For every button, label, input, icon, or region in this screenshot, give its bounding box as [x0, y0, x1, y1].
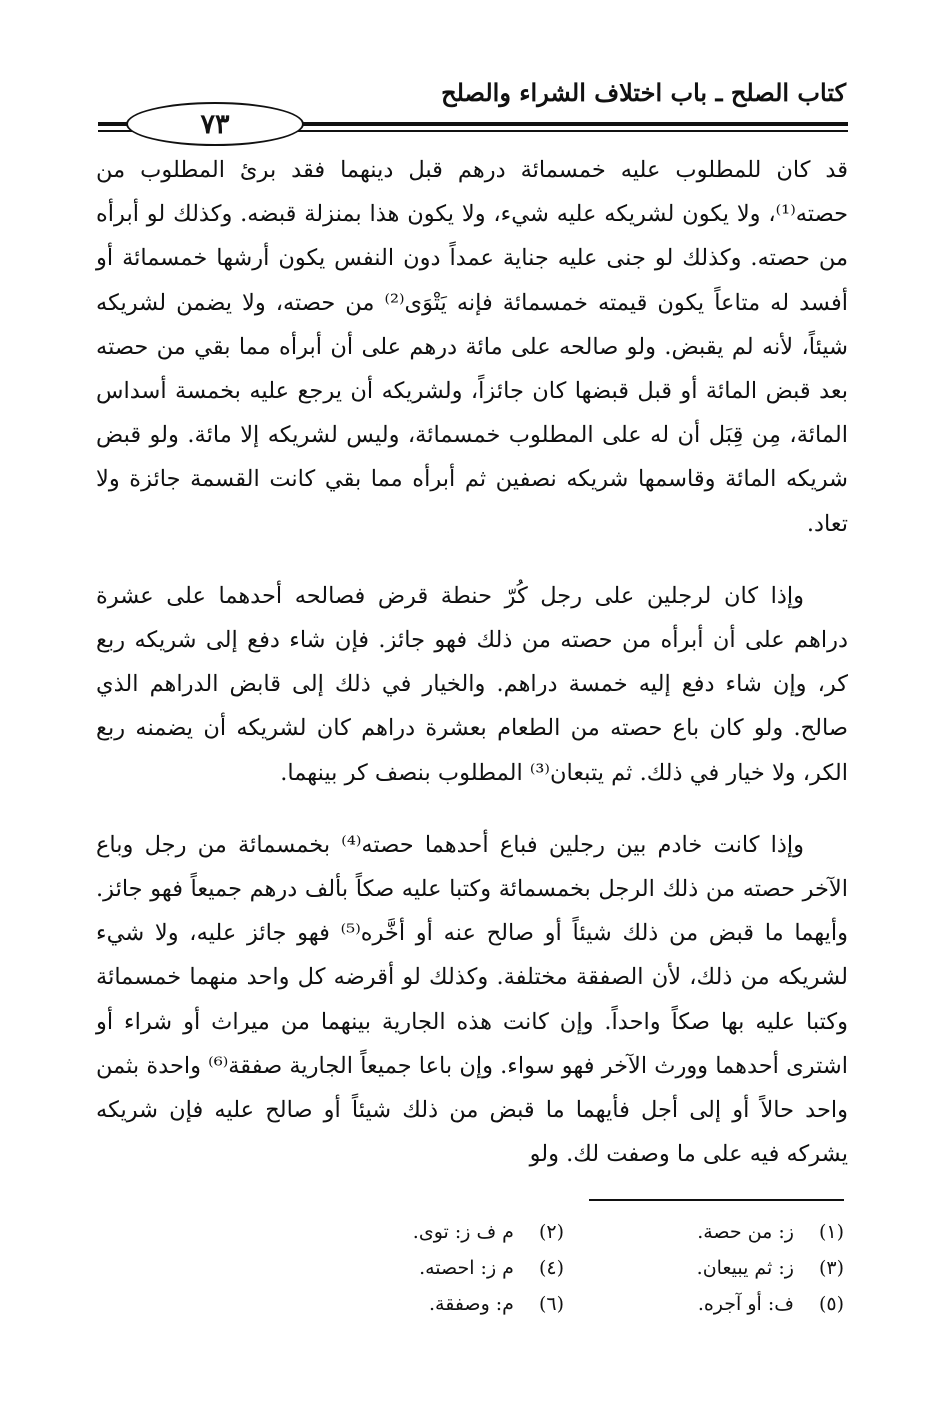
- footnote-row: [284, 1250, 844, 1286]
- running-title: كتاب الصلح ـ باب اختلاف الشراء والصلح: [441, 78, 846, 107]
- footnote-number: (٦): [538, 1293, 564, 1315]
- footnote-row: [284, 1214, 844, 1250]
- footnote-text: ز: ثم يبيعان.: [696, 1257, 794, 1279]
- paragraph-2: وإذا كان لرجلين على رجل كُرّ حنطة قرض فصالحه أحدهما على عشرة دراهم على أن أبرأه من حصته من ذلك فهو جائز. فإن شاء دفع إلى شريكه ربع كر، وإن شاء دفع إليه خمسة دراهم. والخيار في ذلك إلى قابض الدراهم الذي صالح. ولو كان باع حصته من الطعام بعشرة دراهم كان لشريكه أن يضمنه ربع الكر، ولا خيار في ذلك. ثم يتبعان⁽³⁾ المطلوب بنصف كر بينهما.: [96, 582, 848, 786]
- paragraph-1: قد كان للمطلوب عليه خمسمائة درهم قبل دينهما فقد برئ المطلوب من حصته⁽¹⁾، ولا يكون لشريكه عليه شيء، ولا يكون هذا بمنزلة قبضه. وكذلك لو أبرأه من حصته. وكذلك لو جنى عليه جناية عمداً دون النفس يكون أرشها خمسمائة أو أفسد له متاعاً يكون قيمته خمسمائة فإنه يَتْوَى⁽²⁾ من حصته، ولا يضمن لشريكه شيئاً، لأنه لم يقبض. ولو صالحه على مائة درهم على أن أبرأه مما بقي من حصته بعد قبض المائة أو قبل قبضها كان جائزاً، ولشريكه أن يرجع عليه بخمسة أسداس المائة، مِن قِبَل أن له على المطلوب خمسمائة، وليس لشريكه إلا مائة. ولو قبض شريكه المائة وقاسمها شريكه نصفين ثم أبرأه مما بقي كانت القسمة جائزة ولا تعاد.: [96, 157, 848, 537]
- footnote-text: م: وصفقة.: [428, 1293, 514, 1315]
- footnote-row: [284, 1286, 844, 1322]
- body-text: [96, 148, 848, 1176]
- footnote-number: (٥): [818, 1293, 844, 1315]
- footnote-3: [564, 1250, 844, 1286]
- footnote-text: ز: من حصة.: [697, 1221, 794, 1243]
- footnote-text: م ف ز: توى.: [412, 1221, 514, 1243]
- footnote-4: [284, 1250, 564, 1286]
- footnotes: [284, 1214, 844, 1322]
- footnote-text: ف: أو آجره.: [697, 1293, 794, 1315]
- footnote-number: (٢): [538, 1221, 564, 1243]
- footnote-6: [284, 1286, 564, 1322]
- page-number: ٧٣: [126, 102, 304, 146]
- page-header: [98, 70, 848, 140]
- footnote-separator: [589, 1199, 844, 1201]
- paragraph-3: وإذا كانت خادم بين رجلين فباع أحدهما حصته⁽⁴⁾ بخمسمائة من رجل وباع الآخر حصته من ذلك الرجل بخمسمائة وكتبا عليه صكاً بألف درهم جميعاً فهو جائز. وأيهما ما قبض من ذلك شيئاً أو صالح عنه أو أخَّره⁽⁵⁾ فهو جائز عليه، ولا شيء لشريكه من ذلك، لأن الصفقة مختلفة. وكذلك لو أقرضه كل واحد منهما خمسمائة وكتبا عليه بها صكاً واحداً. وإن كانت هذه الجارية بينهما من ميراث أو شراء أو اشترى أحدهما وورث الآخر فهو سواء. وإن باعا جميعاً الجارية صفقة⁽⁶⁾ واحدة بثمن واحد حالاً أو إلى أجل فأيهما ما قبض من ذلك شيئاً أو صالح عليه فإن شريكه يشركه فيه على ما وصفت لك. ولو: [96, 831, 848, 1168]
- footnote-number: (٣): [818, 1257, 844, 1279]
- footnote-1: [564, 1214, 844, 1250]
- footnote-number: (٤): [538, 1257, 564, 1279]
- footnote-number: (١): [818, 1221, 844, 1243]
- footnote-5: [564, 1286, 844, 1322]
- footnote-text: م ز: احصته.: [419, 1257, 514, 1279]
- footnote-2: [284, 1214, 564, 1250]
